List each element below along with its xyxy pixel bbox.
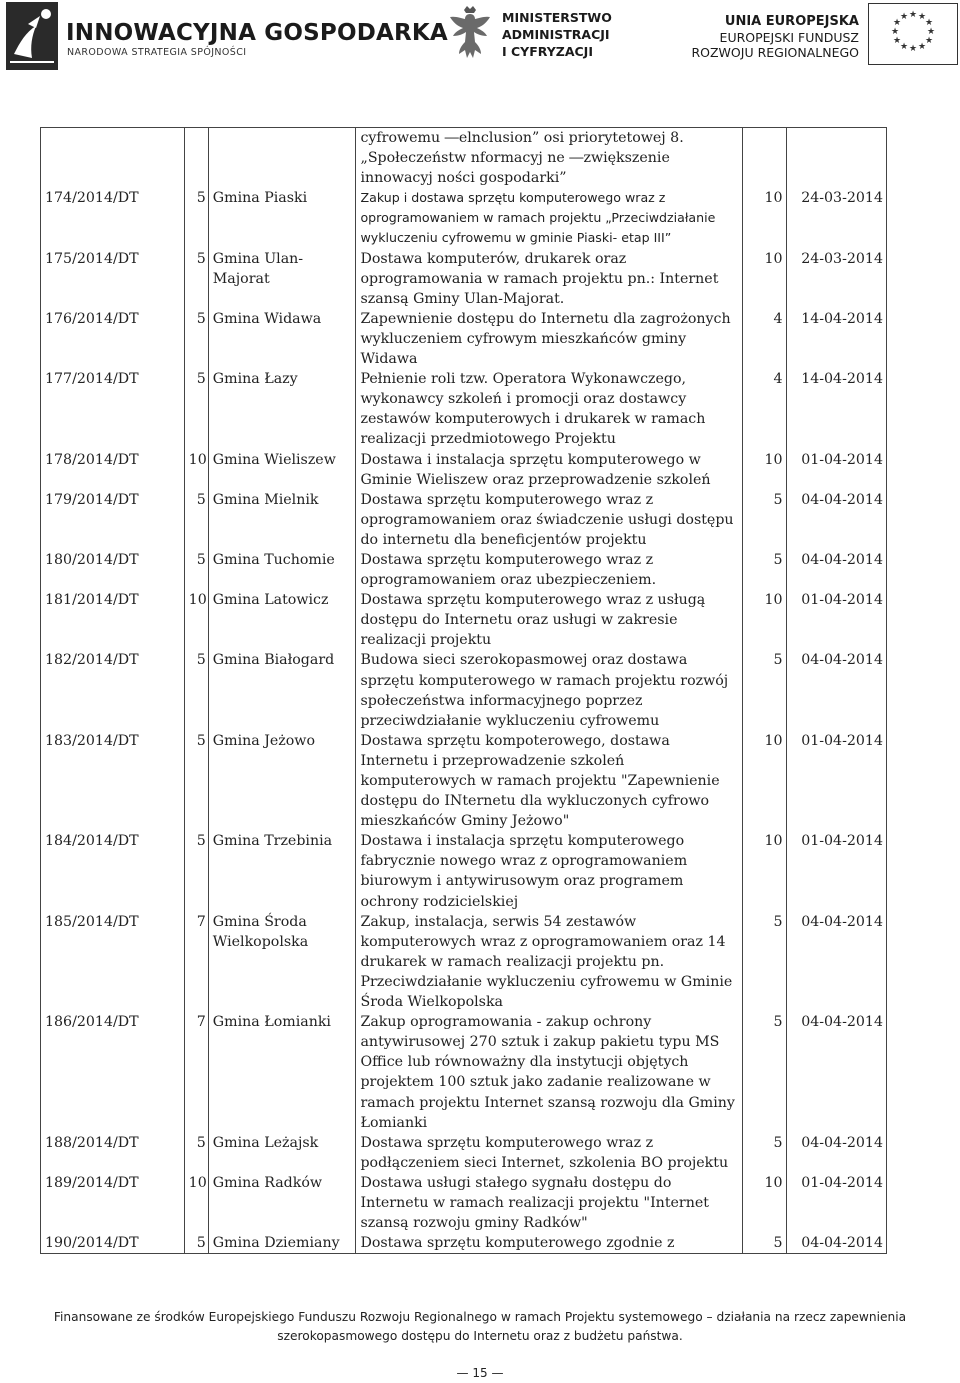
- cell-amount: 5: [743, 912, 786, 1012]
- eu-line-1: UNIA EUROPEJSKA: [724, 14, 859, 29]
- cell-date: 04-04-2014: [786, 650, 887, 730]
- cell-quantity: 5: [184, 731, 208, 831]
- contracts-table: [40, 127, 887, 1254]
- cell-contract-number: 186/2014/DT: [41, 1012, 185, 1133]
- svg-text:★: ★: [908, 10, 918, 20]
- svg-text:★: ★: [892, 36, 902, 46]
- cell-quantity: 7: [184, 1012, 208, 1133]
- cell-municipality: Gmina Środa Wielkopolska: [208, 912, 356, 1012]
- eu-fund-name: [691, 13, 859, 60]
- cell-description: [356, 731, 743, 831]
- table-row: [41, 249, 887, 309]
- cell-contract-number: 178/2014/DT: [41, 450, 185, 490]
- cell-quantity: 5: [184, 1233, 208, 1254]
- cell-contract-number: 184/2014/DT: [41, 831, 185, 911]
- ministry-line-2: ADMINISTRACJI: [502, 27, 610, 42]
- cell-contract-number: 180/2014/DT: [41, 550, 185, 590]
- table-row: [41, 831, 887, 911]
- cell-quantity: 10: [184, 1173, 208, 1233]
- cell-amount: 10: [743, 590, 786, 650]
- polish-eagle-emblem: [447, 4, 493, 62]
- cell-quantity: 5: [184, 188, 208, 248]
- cell-municipality: Gmina Wieliszew: [208, 450, 356, 490]
- description-text: Dostawa sprzętu komputerowego zgodnie z: [360, 1235, 675, 1252]
- footer-line-1: Finansowane ze środków Europejskiego Funduszu Rozwoju Regionalnego w ramach Projektu systemowego – działania na rzecz zapewnienia: [53, 1310, 907, 1324]
- cell-municipality: Gmina Tuchomie: [208, 550, 356, 590]
- cell-quantity: 7: [184, 912, 208, 1012]
- svg-text:★: ★: [917, 12, 927, 22]
- table-row: [41, 1133, 887, 1173]
- cell-description: [356, 1173, 743, 1233]
- cell-description: [356, 650, 743, 730]
- cell-description: [356, 450, 743, 490]
- cell-quantity: 5: [184, 1133, 208, 1173]
- svg-text:★: ★: [890, 27, 900, 37]
- description-text: Dostawa sprzętu komputerowego wraz z oprogramowaniem oraz świadczenie usługi dostępu do internetu dla beneficjentów projektu: [360, 491, 734, 548]
- ministry-name: [502, 9, 612, 60]
- cell-description: [356, 831, 743, 911]
- cell-date: 24-03-2014: [786, 249, 887, 309]
- eu-flag-icon: [868, 3, 958, 65]
- cell-municipality: Gmina Radków: [208, 1173, 356, 1233]
- cell-description: [356, 490, 743, 550]
- cell-municipality: Gmina Leżajsk: [208, 1133, 356, 1173]
- cell-amount: 5: [743, 1012, 786, 1133]
- cell-date: 01-04-2014: [786, 590, 887, 650]
- table-row: [41, 1233, 887, 1254]
- page-number: — 15 —: [456, 1366, 504, 1380]
- innowacyjna-gospodarka-logo: [6, 2, 58, 70]
- description-text: Dostawa sprzętu kompoterowego, dostawa Internetu i przeprowadzenie szkoleń komputerowych w ramach projektu "Zapewnienie dostępu do INternetu dla wykluczonych cyfrowo mieszkańców Gminy Jeżowo": [360, 732, 720, 830]
- cell-amount: 5: [743, 650, 786, 730]
- cell-contract-number: 176/2014/DT: [41, 309, 185, 369]
- description-text: Dostawa usługi stałego sygnału dostępu do Internetu w ramach realizacji projektu "Internet szansą rozwoju gminy Radków": [360, 1174, 709, 1232]
- svg-text:★: ★: [892, 18, 902, 28]
- cell-amount: 4: [743, 309, 786, 369]
- svg-text:★: ★: [908, 44, 918, 54]
- cell-amount: 10: [743, 1173, 786, 1233]
- cell-municipality: Gmina Jeżowo: [208, 731, 356, 831]
- cell-amount: 4: [743, 369, 786, 449]
- ministry-line-3: I CYFRYZACJI: [502, 44, 593, 59]
- cell-amount: 5: [743, 1133, 786, 1173]
- cell-description: [356, 912, 743, 1012]
- cell-quantity: 10: [184, 590, 208, 650]
- cell-municipality: Gmina Mielnik: [208, 490, 356, 550]
- cell-contract-number: 179/2014/DT: [41, 490, 185, 550]
- cell-municipality: Gmina Trzebinia: [208, 831, 356, 911]
- cell-municipality: Gmina Widawa: [208, 309, 356, 369]
- ministry-line-1: MINISTERSTWO: [502, 10, 612, 25]
- cell-municipality: Gmina Latowicz: [208, 590, 356, 650]
- cell-date: 04-04-2014: [786, 912, 887, 1012]
- cell-quantity: 10: [184, 450, 208, 490]
- innowacyjna-gospodarka-subtitle: NARODOWA STRATEGIA SPÓJNOŚCI: [67, 47, 247, 58]
- cell-date: 01-04-2014: [786, 831, 887, 911]
- cell-amount: 10: [743, 450, 786, 490]
- svg-text:★: ★: [924, 18, 934, 28]
- cell-date: 01-04-2014: [786, 731, 887, 831]
- contracts-table-body: [41, 128, 887, 1254]
- page-header: [0, 0, 960, 90]
- cell-municipality: Gmina Łazy: [208, 369, 356, 449]
- cell-contract-number: 181/2014/DT: [41, 590, 185, 650]
- cell-quantity: 5: [184, 369, 208, 449]
- description-text: Dostawa i instalacja sprzętu komputerowego w Gminie Wieliszew oraz przeprowadzenie szkoleń: [360, 451, 711, 488]
- cell-municipality: Gmina Ulan-Majorat: [208, 249, 356, 309]
- cell-contract-number: 190/2014/DT: [41, 1233, 185, 1254]
- cell-date: 01-04-2014: [786, 450, 887, 490]
- cell-quantity: 5: [184, 490, 208, 550]
- cell-date: 14-04-2014: [786, 309, 887, 369]
- cell-contract-number: 177/2014/DT: [41, 369, 185, 449]
- cell-amount: 5: [743, 550, 786, 590]
- description-text: Dostawa sprzętu komputerowego wraz z podłączeniem sieci Internet, szkolenia BO projektu: [360, 1134, 729, 1171]
- cell-amount: 5: [743, 490, 786, 550]
- cell-amount: 10: [743, 188, 786, 248]
- cell-amount: 10: [743, 731, 786, 831]
- eu-line-2: EUROPEJSKI FUNDUSZ: [719, 30, 859, 45]
- cell-date: 04-04-2014: [786, 1233, 887, 1254]
- cell-municipality: Gmina Piaski: [208, 188, 356, 248]
- cell-contract-number: 175/2014/DT: [41, 249, 185, 309]
- cell-municipality: Gmina Dziemiany: [208, 1233, 356, 1254]
- description-text: Dostawa sprzętu komputerowego wraz z usługą dostępu do Internetu oraz usługi w zakresie realizacji projektu: [360, 592, 706, 649]
- description-text: Pełnienie roli tzw. Operatora Wykonawczego, wykonawcy szkoleń i promocji oraz dostawcy zestawów komputerowych i drukarek w ramach realizacji przedmiotowego Projektu: [360, 371, 706, 448]
- cell-municipality: Gmina Białogard: [208, 650, 356, 730]
- description-text: Zapewnienie dostępu do Internetu dla zagrożonych wykluczeniem cyfrowym mieszkańców gminy Widawa: [360, 310, 731, 368]
- svg-text:★: ★: [926, 27, 936, 37]
- cell-amount: 10: [743, 249, 786, 309]
- cell-contract-number: 185/2014/DT: [41, 912, 185, 1012]
- cell-quantity: 5: [184, 249, 208, 309]
- cell-quantity: 5: [184, 831, 208, 911]
- table-row: [41, 650, 887, 730]
- cell-quantity: 5: [184, 309, 208, 369]
- cell-description: [356, 249, 743, 309]
- table-row: [41, 309, 887, 369]
- svg-text:★: ★: [917, 42, 927, 52]
- cell-date: 04-04-2014: [786, 490, 887, 550]
- cell-date: 04-04-2014: [786, 550, 887, 590]
- description-text: cyfrowemu ―elnclusion” osi priorytetowej 8. „Społeczeństw nformacyj ne ―zwiększenie innowacyj ności gospodarki”: [360, 130, 684, 187]
- cell-description: [356, 1133, 743, 1173]
- cell-date: 14-04-2014: [786, 369, 887, 449]
- cell-amount: 10: [743, 831, 786, 911]
- svg-text:★: ★: [924, 36, 934, 46]
- description-text: Zakup oprogramowania - zakup ochrony antywirusowej 270 sztuk i zakup pakietu typu MS Office lub równoważny dla instytucji objętych projektem 100 sztuk jako zadanie realizowane w ramach projektu Internet szansą rozwoju dla Gminy Łomianki: [360, 1014, 735, 1131]
- cell-contract-number: 182/2014/DT: [41, 650, 185, 730]
- cell-contract-number: 174/2014/DT: [41, 188, 185, 248]
- table-row: [41, 188, 887, 248]
- cell-contract-number: 189/2014/DT: [41, 1173, 185, 1233]
- description-text: Zakup i dostawa sprzętu komputerowego wraz z oprogramowaniem w ramach projektu „Przeciwdziałanie wykluczeniu cyfrowemu w gminie Piaski- etap III”: [360, 190, 716, 246]
- cell-contract-number: 188/2014/DT: [41, 1133, 185, 1173]
- cell-date: [786, 128, 887, 189]
- table-row: [41, 731, 887, 831]
- cell-contract-number: [41, 128, 185, 189]
- description-text: Dostawa komputerów, drukarek oraz oprogramowania w ramach projektu pn.: Internet szansą Gminy Ulan-Majorat.: [360, 250, 719, 307]
- cell-quantity: [184, 128, 208, 189]
- svg-text:★: ★: [899, 12, 909, 22]
- cell-amount: [743, 128, 786, 189]
- innowacyjna-gospodarka-title: INNOWACYJNA GOSPODARKA: [66, 20, 448, 46]
- table-row: [41, 912, 887, 1012]
- description-text: Dostawa sprzętu komputerowego wraz z oprogramowaniem oraz ubezpieczeniem.: [360, 551, 657, 589]
- cell-date: 04-04-2014: [786, 1133, 887, 1173]
- description-text: Dostawa i instalacja sprzętu komputerowego fabrycznie nowego wraz z oprogramowaniem biurowym i antywirusowym oraz programem ochrony rodzicielskiej: [360, 833, 688, 910]
- cell-date: 01-04-2014: [786, 1173, 887, 1233]
- svg-text:★: ★: [899, 42, 909, 52]
- cell-date: 24-03-2014: [786, 188, 887, 248]
- cell-amount: 5: [743, 1233, 786, 1254]
- table-row: [41, 590, 887, 650]
- cell-description: [356, 1233, 743, 1254]
- table-row: [41, 1173, 887, 1233]
- cell-description: [356, 309, 743, 369]
- table-row: [41, 128, 887, 189]
- cell-contract-number: 183/2014/DT: [41, 731, 185, 831]
- table-row: [41, 550, 887, 590]
- table-row: [41, 450, 887, 490]
- footer-line-2: szerokopasmowego dostępu do Internetu oraz z budżetu państwa.: [277, 1329, 683, 1343]
- eu-line-3: ROZWOJU REGIONALNEGO: [691, 45, 859, 60]
- table-row: [41, 369, 887, 449]
- cell-description: [356, 590, 743, 650]
- cell-quantity: 5: [184, 550, 208, 590]
- table-row: [41, 490, 887, 550]
- cell-description: [356, 550, 743, 590]
- cell-description: [356, 188, 743, 248]
- cell-municipality: Gmina Łomianki: [208, 1012, 356, 1133]
- cell-description: [356, 369, 743, 449]
- cell-municipality: [208, 128, 356, 189]
- description-text: Budowa sieci szerokopasmowej oraz dostawa sprzętu komputerowego w ramach projektu rozwój społeczeństwa informacyjnego poprzez przeciwdziałanie wykluczeniu cyfrowemu: [360, 652, 729, 729]
- cell-date: 04-04-2014: [786, 1012, 887, 1133]
- description-text: Zakup, instalacja, serwis 54 zestawów komputerowych wraz z oprogramowaniem oraz 14 drukarek w ramach realizacji projektu pn. Przeciwdziałanie wykluczeniu cyfrowemu w Gminie Środa Wielkopolska: [360, 913, 733, 1011]
- table-row: [41, 1012, 887, 1133]
- cell-description: [356, 1012, 743, 1133]
- cell-description: [356, 128, 743, 189]
- cell-quantity: 5: [184, 650, 208, 730]
